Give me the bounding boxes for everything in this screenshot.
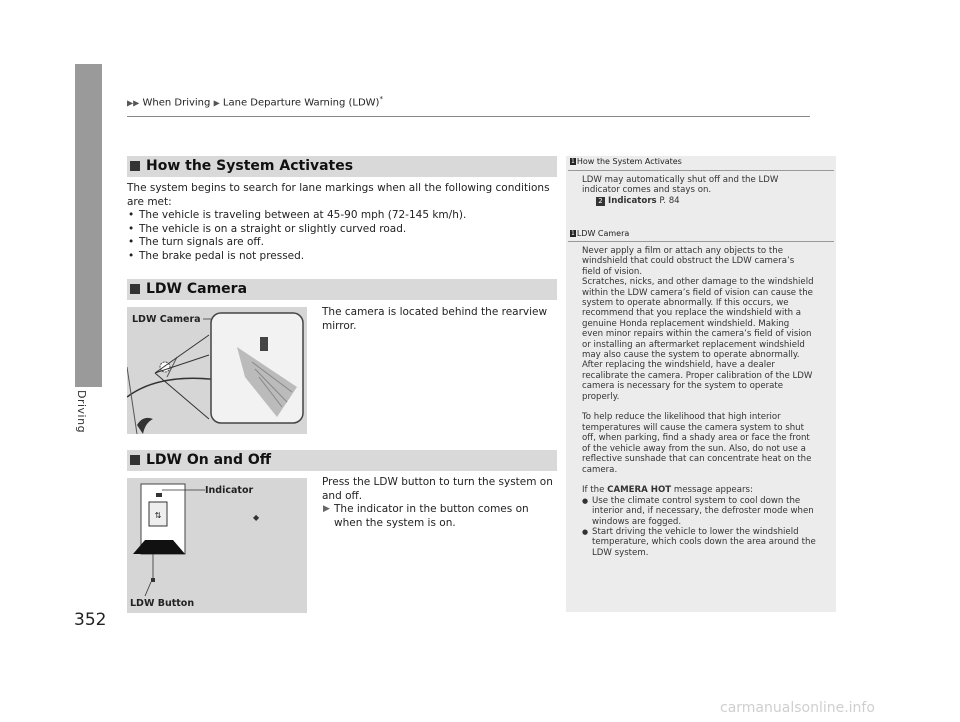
- xref-icon: 2: [596, 197, 605, 206]
- note2-line: of the vehicle away from the sun. Also, do not use a: [582, 443, 806, 454]
- arrow-icon: ▶: [323, 504, 330, 514]
- sidebar-tab-label: Driving: [75, 390, 88, 434]
- note2-spacer: [582, 475, 830, 485]
- note1-title: [570, 157, 682, 166]
- ldw-button-figure: [127, 478, 307, 613]
- camera-figure-label: LDW Camera: [132, 314, 201, 325]
- section-heading-text: How the System Activates: [146, 158, 354, 174]
- note2-line: within the LDW camera’s field of vision can cause the: [582, 287, 813, 298]
- note2-line: After replacing the windshield, have a dealer: [582, 360, 775, 371]
- camera-figure: [127, 307, 307, 434]
- note2-bullet-list: [582, 496, 830, 558]
- note1-xref[interactable]: [582, 196, 830, 206]
- note2-line: system to operate abnormally. If this occurs, we: [582, 298, 789, 309]
- svg-text:◆: ◆: [253, 513, 260, 522]
- note2-line: recalibrate the camera. Proper calibration of the LDW: [582, 370, 813, 381]
- ldw-button-illustration: [127, 478, 307, 613]
- onoff-text-line2: and off.: [322, 489, 363, 502]
- note-badge-icon: 1: [571, 158, 575, 165]
- section-heading-onoff: [127, 450, 557, 471]
- onoff-sub-line1: The indicator in the button comes on: [334, 503, 529, 515]
- note2-spacer: [582, 402, 830, 412]
- note2-line: field of vision.: [582, 266, 643, 277]
- activates-conditions-list: [127, 209, 563, 263]
- note2-line: To help reduce the likelihood that high interior: [582, 412, 781, 423]
- list-item: ● Use the climate control system to cool down the interior and, if necessary, the defroster mode when windows are fogged.: [592, 496, 830, 527]
- note-badge-icon: 1: [571, 230, 575, 237]
- camera-text-line2: mirror.: [322, 319, 357, 332]
- note2-rule: [568, 241, 834, 242]
- section-heading-text: LDW Camera: [146, 281, 248, 297]
- note2-msg-prefix: If the: [582, 485, 605, 496]
- note2-line: temperatures will cause the camera system to shut: [582, 422, 804, 433]
- note2-msg-bold: CAMERA HOT: [607, 485, 672, 496]
- section-heading-activates: [127, 156, 557, 177]
- camera-text-line1: The camera is located behind the rearview: [322, 306, 548, 318]
- xref-label[interactable]: Indicators: [608, 195, 657, 206]
- breadcrumb-level2[interactable]: Lane Departure Warning (LDW): [222, 97, 380, 109]
- list-item: ● Start driving the vehicle to lower the windshield temperature, which cools down the area around the LDW system.: [592, 527, 830, 558]
- note2-line: or installing an aftermarket replacement windshield: [582, 339, 805, 350]
- onoff-text-line1: Press the LDW button to turn the system on: [322, 476, 553, 488]
- note2-line: Never apply a film or attach any objects to the: [582, 246, 784, 256]
- note2-line: reflective sunshade that can concentrate heat on the: [582, 454, 812, 465]
- section-square-icon: [130, 455, 140, 465]
- note1-line2: indicator comes and stays on.: [582, 185, 712, 196]
- note2-body: [582, 246, 830, 558]
- note1-rule: [568, 170, 834, 171]
- note2-line: recommend that you replace the windshield with a: [582, 308, 802, 319]
- note2-title: [570, 229, 629, 238]
- note2-line: camera is necessary for the system to operate: [582, 381, 784, 392]
- breadcrumb-arrow-icon: ▶▶: [127, 98, 140, 108]
- section-square-icon: [130, 284, 140, 294]
- breadcrumb-level1[interactable]: When Driving: [142, 97, 211, 109]
- list-item: • The brake pedal is not pressed.: [139, 250, 563, 264]
- section-heading-text: LDW On and Off: [146, 452, 272, 468]
- note2-line: Scratches, nicks, and other damage to the windshield: [582, 277, 814, 288]
- note2-line: may also cause the system to operate abnormally.: [582, 350, 800, 361]
- onoff-sub-line2: when the system is on.: [334, 516, 456, 529]
- svg-text:⇅: ⇅: [154, 511, 162, 520]
- onoff-sub-note: [322, 503, 562, 530]
- note1-title-text: How the System Activates: [576, 157, 682, 166]
- activates-intro: The system begins to search for lane markings when all the following conditions are met:: [127, 182, 550, 208]
- note2-line: even minor repairs within the camera’s field of vision: [582, 329, 812, 340]
- breadcrumb: [127, 95, 383, 108]
- breadcrumb-suffix: *: [379, 95, 383, 103]
- windshield-camera-illustration: [127, 307, 307, 434]
- note2-line: camera.: [582, 464, 618, 475]
- note2-line: windshield that could obstruct the LDW camera’s: [582, 256, 795, 267]
- indicator-label: Indicator: [205, 485, 254, 496]
- note1-line1: LDW may automatically shut off and the LDW: [582, 175, 779, 185]
- note2-line: genuine Honda replacement windshield. Making: [582, 318, 790, 329]
- section-square-icon: [130, 161, 140, 171]
- section-heading-camera: [127, 279, 557, 300]
- list-item: • The vehicle is traveling between at 45-90 mph (72-145 km/h).: [139, 209, 563, 223]
- onoff-body: [322, 476, 562, 530]
- list-item: • The turn signals are off.: [139, 236, 563, 250]
- footer-watermark: carmanualsonline.info: [720, 700, 875, 716]
- note2-title-text: LDW Camera: [576, 229, 630, 238]
- activates-body: [127, 182, 563, 263]
- sidebar-thumb-tab: [75, 64, 102, 387]
- note2-message-line: [582, 485, 830, 495]
- list-item: • The vehicle is on a straight or slightly curved road.: [139, 223, 563, 237]
- camera-body: [322, 306, 562, 333]
- breadcrumb-arrow-icon: ▶: [213, 98, 220, 108]
- xref-page: P. 84: [659, 195, 680, 206]
- page-number: 352: [74, 610, 107, 630]
- note2-line: properly.: [582, 391, 620, 402]
- ldw-button-label: LDW Button: [130, 598, 195, 609]
- note2-line: off, when parking, find a shady area or face the front: [582, 433, 810, 444]
- note2-msg-suffix: message appears:: [673, 485, 753, 496]
- header-rule: [127, 116, 810, 117]
- note1-body: [582, 175, 830, 206]
